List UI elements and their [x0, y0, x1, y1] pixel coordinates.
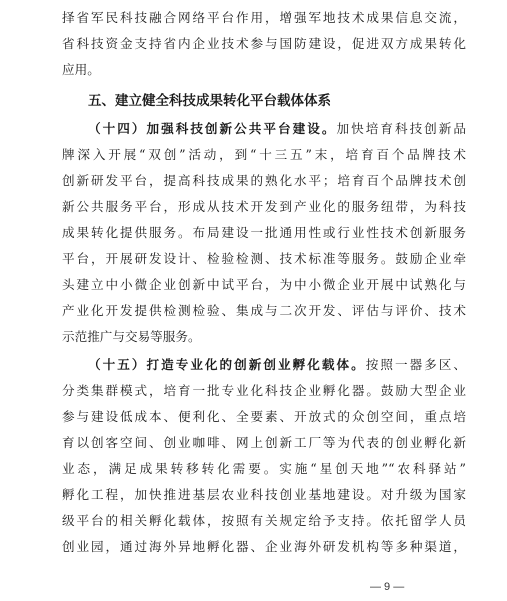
- section-heading: 五、建立健全科技成果转化平台载体体系: [88, 93, 331, 109]
- body-line: 平台，开展研发设计、检验检测、技术标准等服务。鼓励企业牵: [62, 251, 466, 266]
- paragraph-text: 按照一器多区、: [365, 357, 466, 372]
- body-line: 择省军民科技融合网络平台作用，增强军地技术成果信息交流，: [62, 10, 466, 25]
- paragraph-first-line: [88, 116, 466, 142]
- body-line: 业态，满足成果转移转化需要。实施“星创天地”“农科驿站”: [62, 461, 466, 476]
- body-line: 成果转化提供服务。布局建设一批通用性或行业性技术创新服务: [62, 225, 466, 240]
- body-line: 新公共服务平台，形成从技术开发到产业化的服务纽带，为科技: [62, 199, 466, 214]
- body-line: 牌深入开展“双创”活动，到“十三五”末，培育百个品牌技术: [62, 147, 466, 162]
- paragraph-label: （十五）打造专业化的创新创业孵化载体。: [88, 357, 366, 372]
- body-line: 级平台的相关孵化载体，按照有关规定给予支持。依托留学人员: [62, 513, 466, 528]
- paragraph-text: 加快培育科技创新品: [336, 121, 466, 136]
- paragraph-label: （十四）加强科技创新公共平台建设。: [88, 121, 337, 136]
- body-line: 头建立中小微企业创新中试平台，为中小微企业开展中试熟化与: [62, 277, 466, 292]
- body-line: 产业化开发提供检测检验、集成与二次开发、评估与评价、技术: [62, 303, 466, 318]
- body-line: 创业园，通过海外异地孵化器、企业海外研发机构等多种渠道，: [62, 539, 466, 554]
- body-line: 示范推广与交易等服务。: [62, 329, 201, 344]
- body-line: 应用。: [62, 62, 100, 77]
- page-number: — 9 —: [370, 581, 405, 593]
- body-line: 参与建设低成本、便利化、全要素、开放式的众创空间，重点培: [62, 409, 466, 424]
- body-line: 创新研发平台，提高科技成果的熟化水平；培育百个品牌技术创: [62, 173, 466, 188]
- body-line: 孵化工程，加快推进基层农业科技创业基地建设。对升级为国家: [62, 487, 466, 502]
- body-line: 分类集群模式，培育一批专业化科技企业孵化器。鼓励大型企业: [62, 383, 466, 398]
- paragraph-first-line: [88, 352, 466, 378]
- body-line: 省科技资金支持省内企业技术参与国防建设，促进双方成果转化: [62, 36, 466, 51]
- body-line: 育以创客空间、创业咖啡、网上创新工厂等为代表的创业孵化新: [62, 435, 466, 450]
